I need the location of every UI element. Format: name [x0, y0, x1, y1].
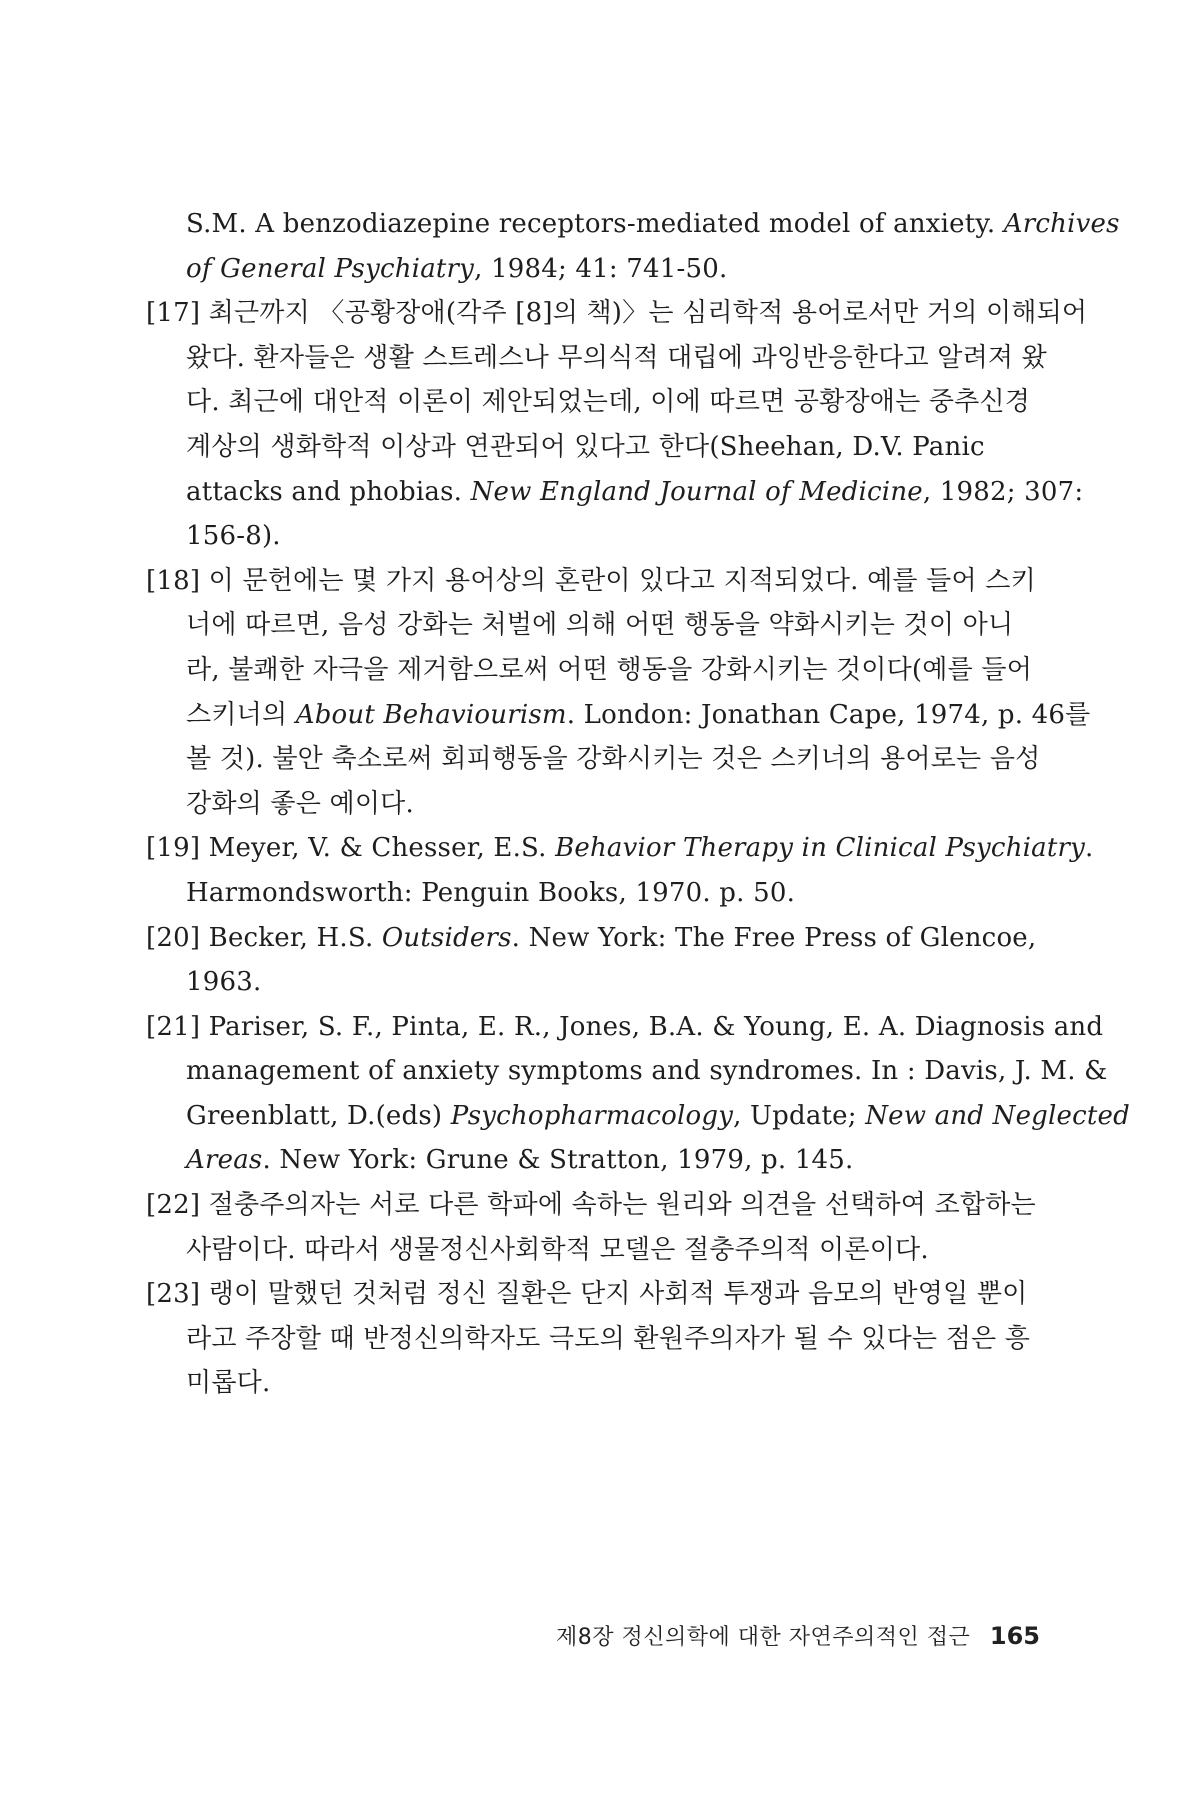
text-segment: 왔다. 환자들은 생활 스트레스나 무의식적 대립에 과잉반응한다고 알려져 왔	[186, 342, 1047, 373]
text-line	[186, 425, 1042, 470]
text-line	[186, 603, 1042, 648]
endnotes-body	[146, 202, 1130, 1406]
text-line	[186, 648, 1042, 693]
text-segment: [18] 이 문헌에는 몇 가지 용어상의 혼란이 있다고 지적되었다. 예를 들어 스키	[146, 565, 1036, 596]
text-segment: 스키너의	[186, 699, 296, 730]
text-line	[186, 1138, 1042, 1183]
italic-title: Behavior Therapy in Clinical Psychiatry	[555, 833, 1086, 864]
text-segment: 사람이다. 따라서 생물정신사회학적 모델은 절충주의적 이론이다.	[186, 1234, 929, 1265]
text-segment: 미롭다.	[186, 1368, 271, 1399]
text-line	[146, 1272, 1042, 1317]
text-line	[186, 782, 1042, 827]
text-line	[186, 1049, 1108, 1094]
text-line	[146, 826, 1094, 871]
text-segment: .	[1085, 833, 1094, 864]
page-number: 165	[989, 1622, 1040, 1650]
text-line	[146, 559, 1042, 604]
text-segment: [21] Pariser, S. F., Pinta, E. R., Jones, B.A. & Young, E. A. Diagnosis and	[146, 1011, 1104, 1042]
text-segment: , 1982; 307:	[922, 476, 1084, 507]
italic-title: New and Neglected	[865, 1100, 1130, 1131]
text-segment: Greenblatt, D.(eds)	[186, 1100, 451, 1131]
text-segment: 볼 것). 불안 축소로써 회피행동을 강화시키는 것은 스키너의 용어로는 음성	[186, 744, 1041, 775]
text-segment: 라고 주장할 때 반정신의학자도 극도의 환원주의자가 될 수 있다는 점은 흥	[186, 1323, 1031, 1354]
italic-title: Psychopharmacology	[450, 1100, 734, 1131]
italic-title: New England Journal of Medicine	[470, 476, 923, 507]
text-segment: management of anxiety symptoms and syndromes. In : Davis, J. M. &	[186, 1056, 1108, 1087]
text-segment: . New York: Grune & Stratton, 1979, p. 145.	[262, 1145, 854, 1176]
text-segment: . New York: The Free Press of Glencoe,	[511, 922, 1037, 953]
text-segment: attacks and phobias.	[186, 476, 471, 507]
italic-title: of General Psychiatry	[186, 253, 475, 284]
text-line	[186, 336, 1047, 381]
text-segment: 156-8).	[186, 521, 281, 552]
text-line	[186, 960, 1042, 1005]
italic-title: Archives	[1003, 209, 1120, 239]
text-line	[186, 514, 1042, 559]
text-segment: . London: Jonathan Cape, 1974, p. 46를	[566, 699, 1091, 730]
running-footer-chapter: 제8장 정신의학에 대한 자연주의적인 접근	[555, 1625, 971, 1650]
text-segment: 1963.	[186, 967, 262, 998]
text-line	[186, 871, 1042, 916]
text-segment: [17] 최근까지 〈공황장애(각주 [8]의 책)〉는 심리학적 용어로서만 거의 이해되어	[146, 298, 1088, 329]
page-footer	[0, 1620, 1040, 1651]
text-segment: 라, 불쾌한 자극을 제거함으로써 어떤 행동을 강화시키는 것이다(예를 들어	[186, 654, 1033, 685]
text-segment: S.M. A benzodiazepine receptors-mediated model of anxiety.	[186, 209, 1004, 239]
text-line	[186, 737, 1042, 782]
italic-title: Areas	[186, 1145, 263, 1176]
text-line	[186, 202, 1120, 247]
text-segment: , Update;	[733, 1100, 866, 1131]
text-segment: [22] 절충주의자는 서로 다른 학파에 속하는 원리와 의견을 선택하여 조합하는	[146, 1190, 1036, 1221]
text-line	[186, 1094, 1130, 1139]
italic-title: Outsiders	[381, 922, 512, 953]
text-line	[186, 1317, 1042, 1362]
text-segment: [19] Meyer, V. & Chesser, E.S.	[146, 833, 556, 864]
text-segment: [20] Becker, H.S.	[146, 922, 382, 953]
text-segment: , 1984; 41: 741-50.	[474, 253, 728, 284]
text-line	[186, 1361, 1042, 1406]
text-line	[186, 247, 1042, 292]
text-line	[146, 916, 1042, 961]
text-line	[146, 291, 1088, 336]
italic-title: About Behaviourism	[295, 699, 567, 730]
text-line	[186, 1228, 1042, 1273]
text-line	[146, 1005, 1104, 1050]
text-segment: Harmondsworth: Penguin Books, 1970. p. 50.	[186, 877, 796, 908]
text-line	[186, 693, 1091, 738]
text-segment: [23] 랭이 말했던 것처럼 정신 질환은 단지 사회적 투쟁과 음모의 반영일 뿐이	[146, 1279, 1028, 1310]
text-segment: 너에 따르면, 음성 강화는 처벌에 의해 어떤 행동을 약화시키는 것이 아니	[186, 610, 1014, 641]
text-segment: 강화의 좋은 예이다.	[186, 788, 414, 819]
text-segment: 다. 최근에 대안적 이론이 제안되었는데, 이에 따르면 공황장애는 중추신경	[186, 387, 1031, 418]
text-line	[146, 1183, 1042, 1228]
text-line	[186, 380, 1042, 425]
text-line	[186, 470, 1084, 515]
text-segment: 계상의 생화학적 이상과 연관되어 있다고 한다(Sheehan, D.V. Panic	[186, 431, 985, 462]
